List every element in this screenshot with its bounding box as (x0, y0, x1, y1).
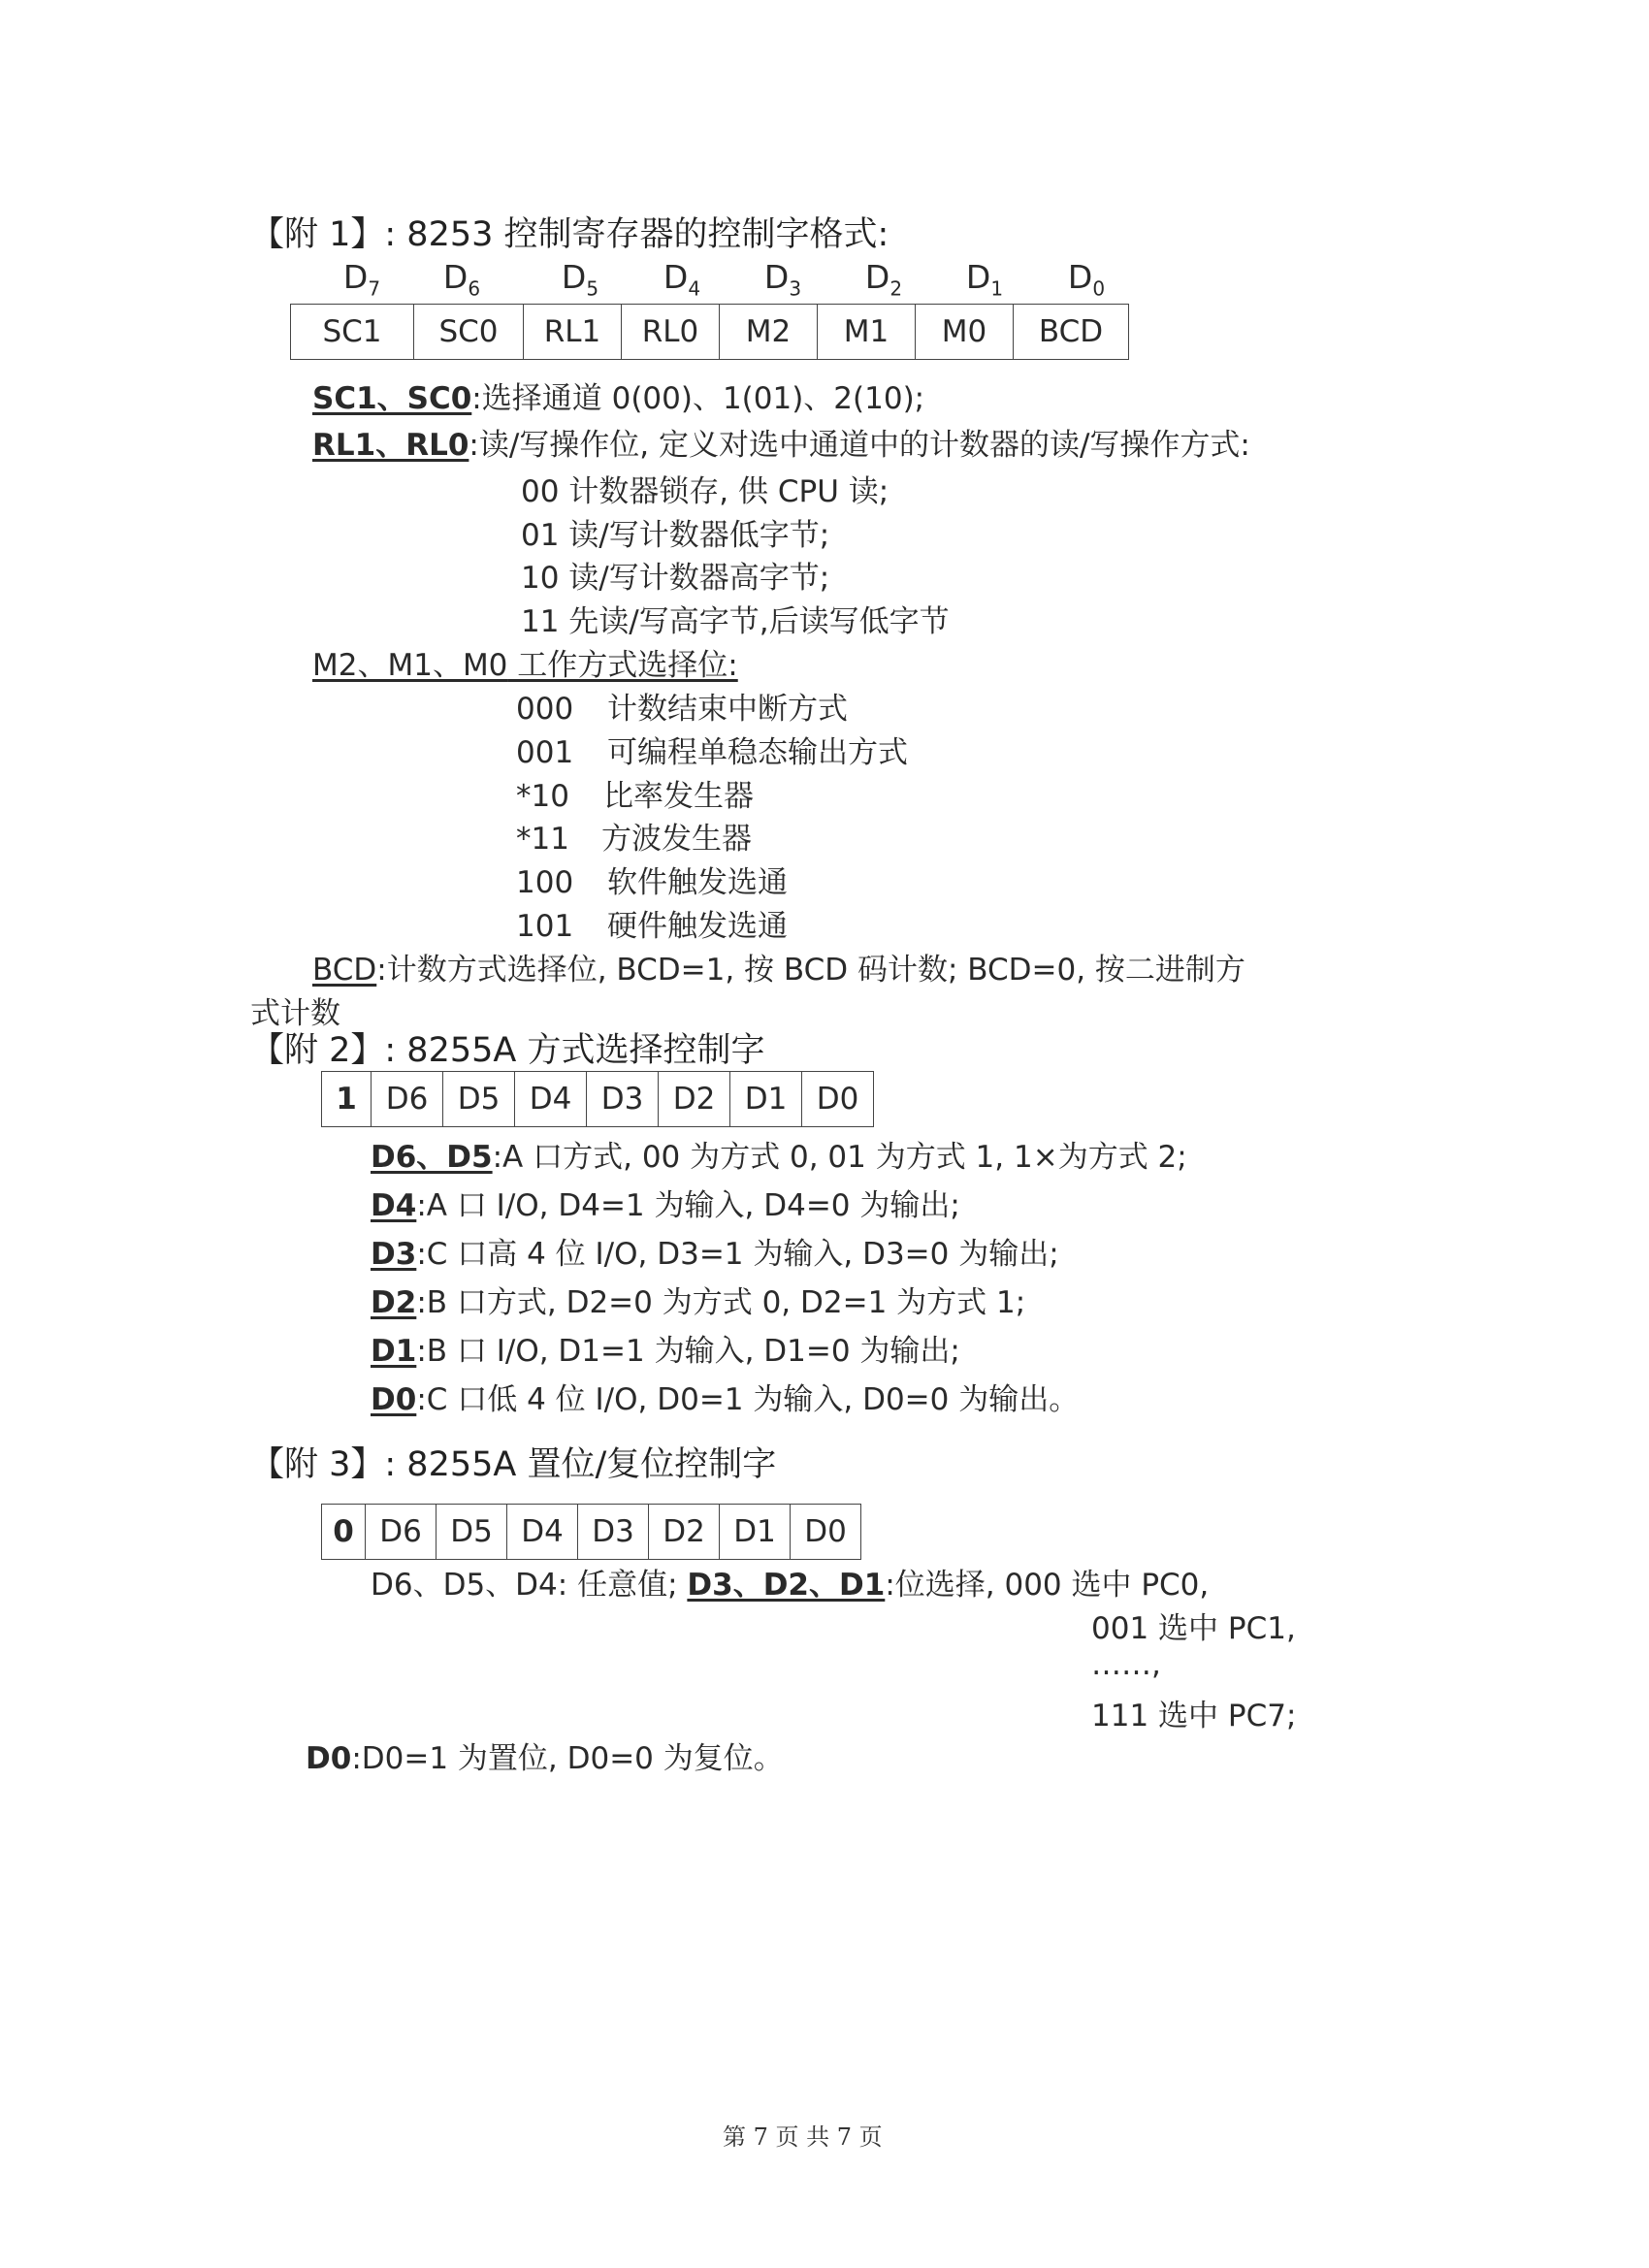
cell-sc1: SC1 (291, 305, 414, 360)
mode-option: 001 可编程单稳态输出方式 (516, 735, 908, 770)
mode-option: *11 方波发生器 (516, 822, 752, 857)
app2-item: D2:B 口方式, D2=0 为方式 0, D2=1 为方式 1; (371, 1285, 1026, 1320)
cell-d3: D3 (578, 1505, 649, 1560)
cell-d0: D0 (802, 1072, 874, 1127)
app3-control-word-table (321, 1504, 861, 1560)
table-row (291, 305, 1129, 360)
cell-d5: D5 (436, 1505, 507, 1560)
app3-d0-line: D0:D0=1 为置位, D0=0 为复位。 (306, 1741, 784, 1776)
app2-title: 【附 2】: 8255A 方式选择控制字 (250, 1031, 765, 1070)
cell-d6: D6 (366, 1505, 436, 1560)
bit-label-d3: $D_3$ (763, 258, 802, 301)
rl-term: RL1、RL0 (312, 428, 469, 463)
rl-option: 00 计数器锁存, 供 CPU 读; (521, 474, 889, 509)
table-row (322, 1505, 861, 1560)
mode-option: 000 计数结束中断方式 (516, 692, 848, 727)
rl-option: 01 读/写计数器低字节; (521, 518, 830, 553)
cell-m0: M0 (916, 305, 1014, 360)
app3-title: 【附 3】: 8255A 置位/复位控制字 (250, 1445, 777, 1484)
rl-option: 11 先读/写高字节,后读写低字节 (521, 604, 950, 639)
cell-sc0: SC0 (414, 305, 524, 360)
mode-option: *10 比率发生器 (516, 779, 754, 814)
cell-d6: D6 (372, 1072, 443, 1127)
app3-bit-select-cont: 001 选中 PC1, (1091, 1611, 1296, 1646)
bcd-term: BCD (312, 953, 377, 988)
cell-rl1: RL1 (524, 305, 622, 360)
app2-item: D3:C 口高 4 位 I/O, D3=1 为输入, D3=0 为输出; (371, 1237, 1059, 1272)
app3-bit-select-cont: 111 选中 PC7; (1091, 1699, 1297, 1733)
bcd-description: BCD:计数方式选择位, BCD=1, 按 BCD 码计数; BCD=0, 按二进制方 (312, 953, 1245, 988)
bit-label-d1: $D_1$ (965, 258, 1004, 301)
mode-option: 101 硬件触发选通 (516, 909, 788, 944)
cell-d2: D2 (659, 1072, 730, 1127)
cell-m2: M2 (720, 305, 818, 360)
bit-label-d0: $D_0$ (1067, 258, 1106, 301)
rl-option: 10 读/写计数器高字节; (521, 561, 830, 596)
cell-bcd: BCD (1014, 305, 1129, 360)
cell-bit7: 0 (322, 1505, 366, 1560)
app2-item: D6、D5:A 口方式, 00 为方式 0, 01 为方式 1, 1×为方式 2; (371, 1140, 1187, 1175)
app2-item: D1:B 口 I/O, D1=1 为输入, D1=0 为输出; (371, 1334, 960, 1369)
cell-d1: D1 (730, 1072, 802, 1127)
cell-m1: M1 (818, 305, 916, 360)
table-row (322, 1072, 874, 1127)
app3-bit-select-line: D6、D5、D4: 任意值; D3、D2、D1:位选择, 000 选中 PC0, (371, 1568, 1210, 1603)
cell-d2: D2 (649, 1505, 720, 1560)
cell-d5: D5 (443, 1072, 515, 1127)
cell-bit7: 1 (322, 1072, 372, 1127)
cell-d0: D0 (791, 1505, 861, 1560)
bit-label-d7: $D_7$ (342, 258, 381, 301)
rl-description: RL1、RL0:读/写操作位, 定义对选中通道中的计数器的读/写操作方式: (312, 428, 1250, 463)
cell-d4: D4 (507, 1505, 578, 1560)
sc-description: SC1、SC0:选择通道 0(00)、1(01)、2(10); (312, 381, 925, 416)
app2-control-word-table (321, 1071, 874, 1127)
bit-label-d5: $D_5$ (561, 258, 599, 301)
bit-label-d4: $D_4$ (663, 258, 701, 301)
bit-label-d6: $D_6$ (442, 258, 481, 301)
app2-item: D4:A 口 I/O, D4=1 为输入, D4=0 为输出; (371, 1188, 960, 1223)
page-footer: 第 7 页 共 7 页 (723, 2123, 883, 2151)
cell-d4: D4 (515, 1072, 587, 1127)
app1-control-word-table (290, 304, 1129, 360)
m-description: M2、M1、M0 工作方式选择位: (312, 648, 738, 683)
cell-rl0: RL0 (622, 305, 720, 360)
m-term: M2、M1、M0 (312, 648, 508, 683)
mode-option: 100 软件触发选通 (516, 865, 788, 900)
bit-label-d2: $D_2$ (864, 258, 903, 301)
app3-bit-select-cont: ……, (1091, 1647, 1161, 1682)
app2-item: D0:C 口低 4 位 I/O, D0=1 为输入, D0=0 为输出。 (371, 1382, 1080, 1417)
app1-title: 【附 1】: 8253 控制寄存器的控制字格式: (250, 215, 889, 254)
cell-d1: D1 (720, 1505, 791, 1560)
bcd-description-cont: 式计数 (250, 996, 340, 1031)
cell-d3: D3 (587, 1072, 659, 1127)
sc-term: SC1、SC0 (312, 381, 472, 416)
